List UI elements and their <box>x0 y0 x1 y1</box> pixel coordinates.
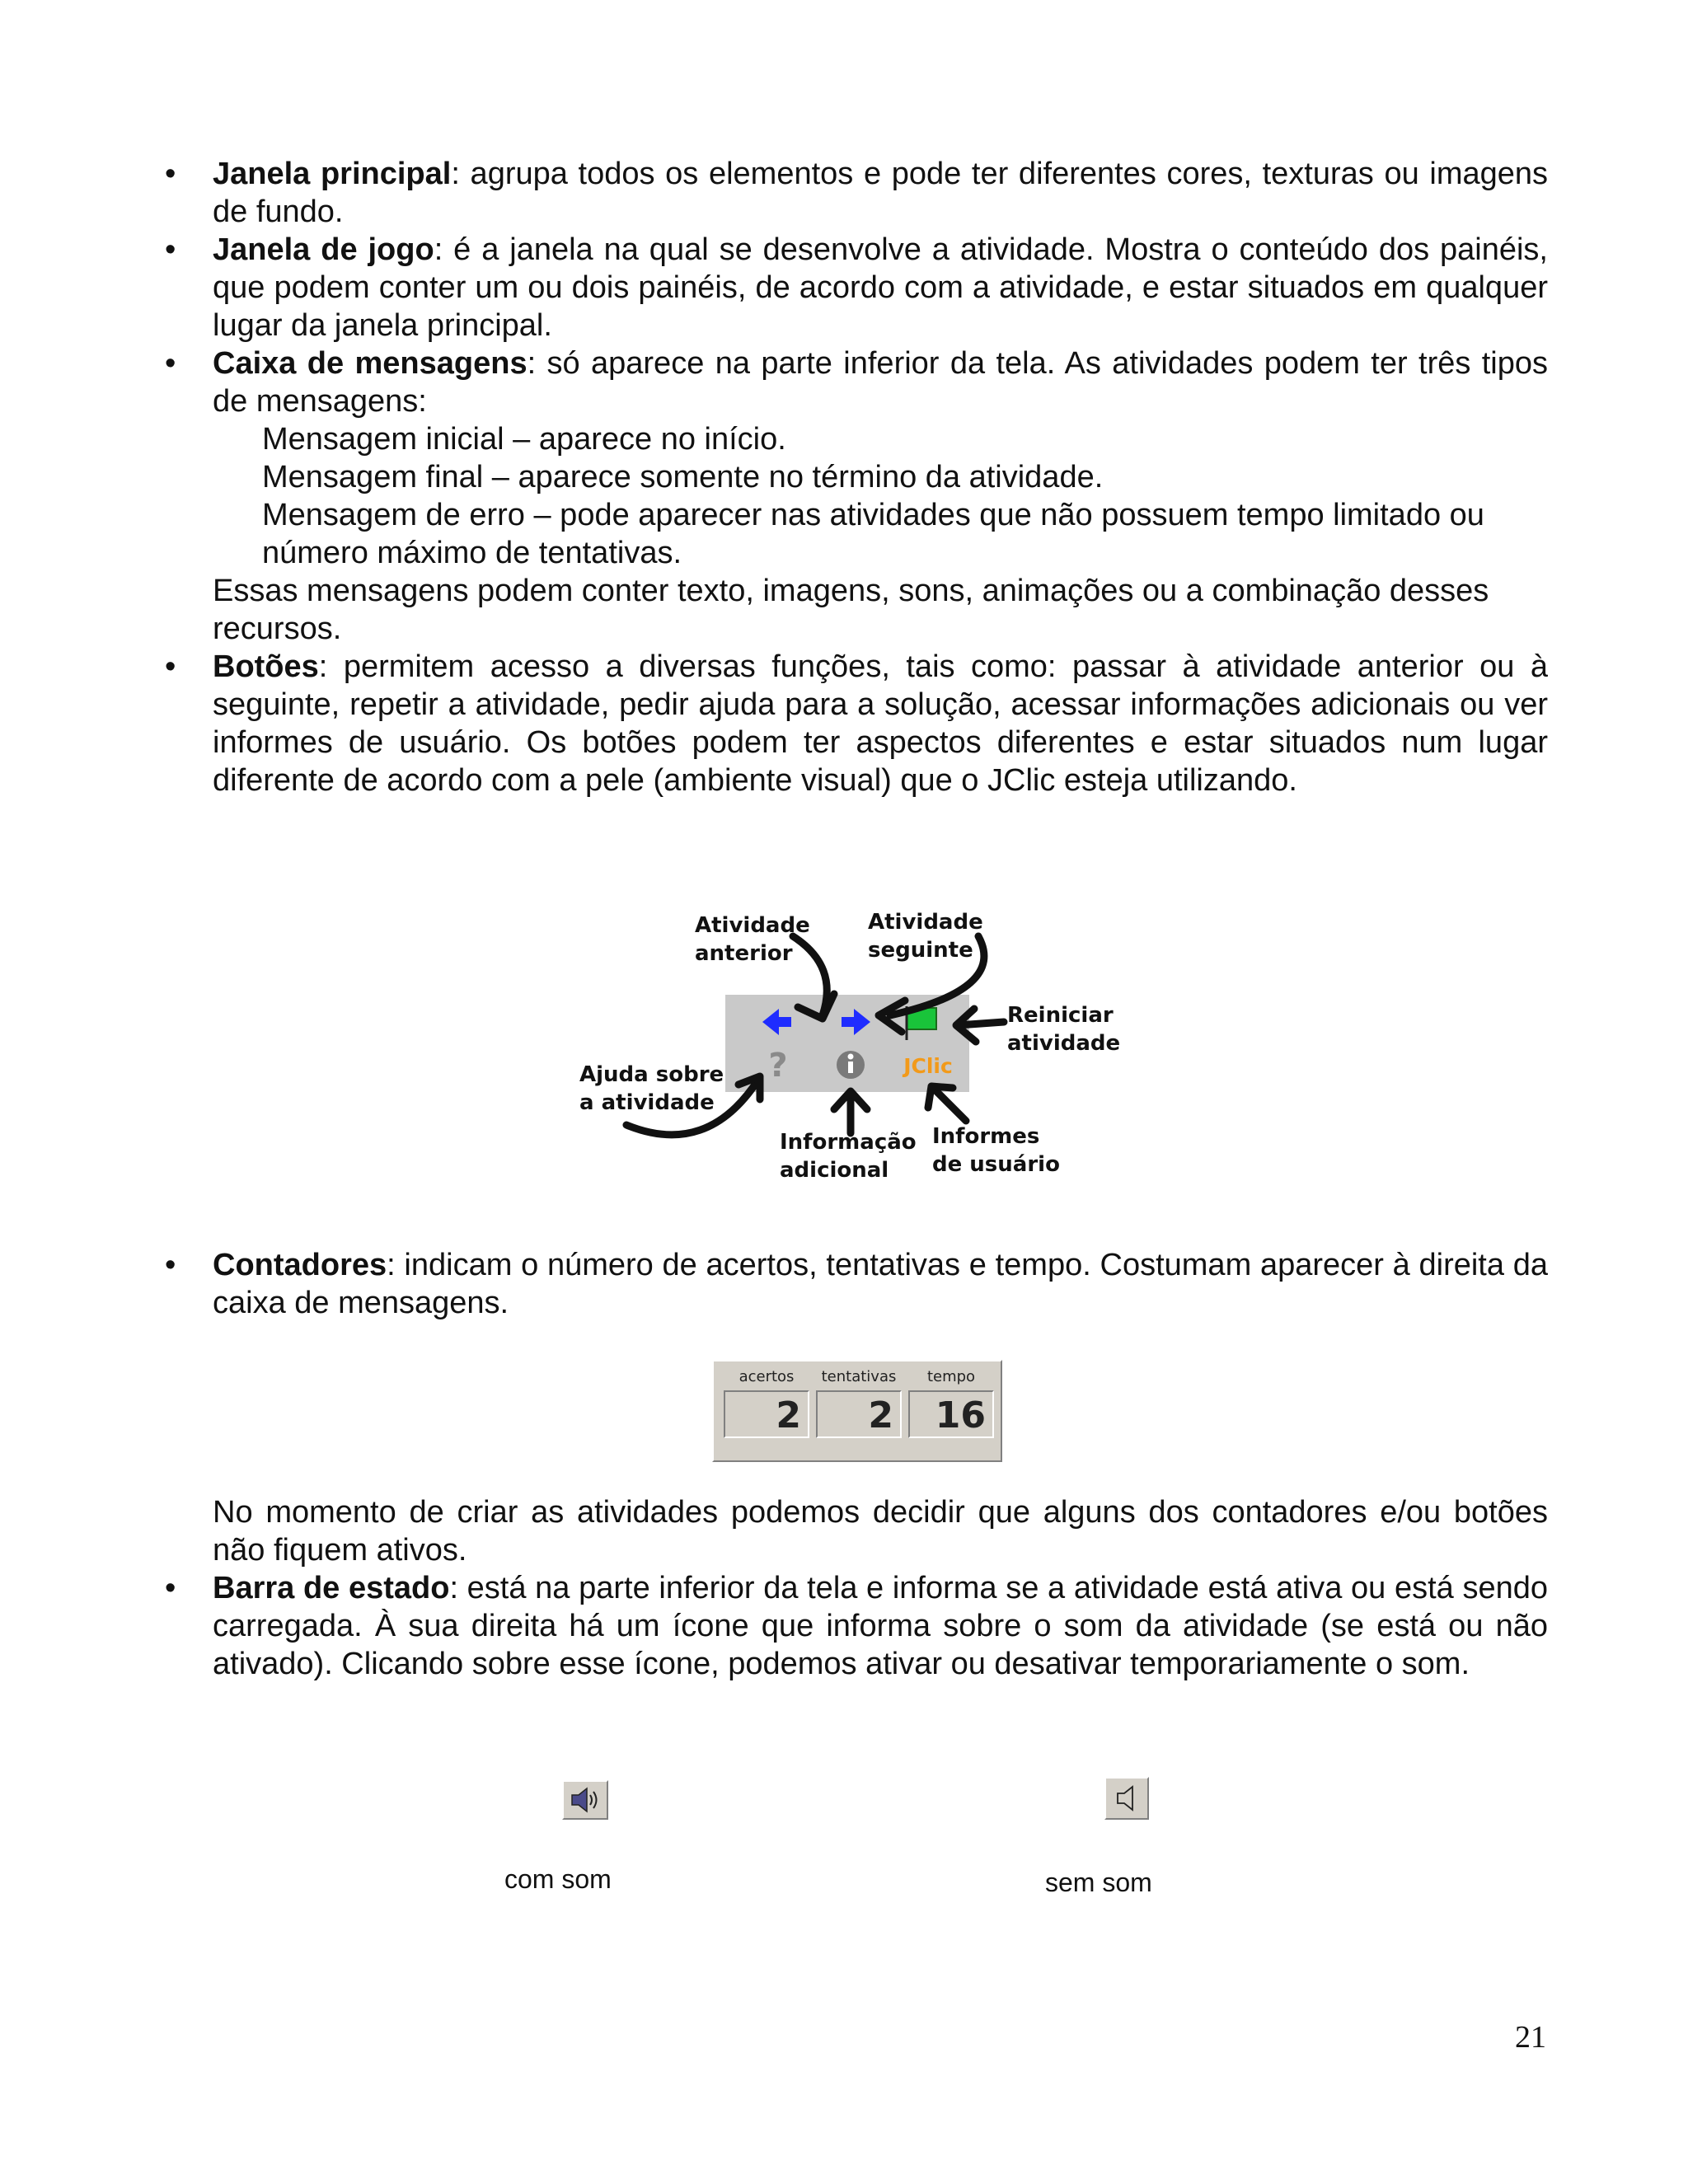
message-error: Mensagem de erro – pode aparecer nas atividades que não possuem tempo limitado ou número máximo de tentativas. <box>262 498 1484 570</box>
bullet-janela-de-jogo: • Janela de jogo: é a janela na qual se desenvolve a atividade. Mostra o conteúdo dos painéis, que podem conter um ou dois painéis, de acordo com a atividade, e estar situados em qualquer lugar da janela principal. <box>165 232 1548 343</box>
arrow-informes <box>933 1088 966 1121</box>
messages-note: Essas mensagens podem conter texto, imagens, sons, animações ou a combinação desses recursos. <box>213 574 1489 646</box>
bullet-botoes: • Botões: permitem acesso a diversas funções, tais como: passar à atividade anterior ou à seguinte, repetir a atividade, pedir ajuda para a solução, acessar informações adicionais ou ver informes de usuário. Os botões podem ter aspectos diferentes e estar situados num lugar diferente de acordo com a pele (ambiente visual) que o JClic esteja utilizando. <box>165 649 1548 798</box>
svg-text:JClic: JClic <box>903 1054 953 1078</box>
label-informacao-adicional: Informação adicional <box>780 1130 917 1183</box>
message-final: Mensagem final – aparece somente no término da atividade. <box>262 460 1104 494</box>
help-question-icon[interactable] <box>768 1047 787 1085</box>
label-ajuda-sobre-atividade: Ajuda sobre a atividade <box>579 1062 724 1115</box>
caption-sem-som: sem som <box>1045 1868 1152 1897</box>
label-reiniciar-atividade: Reiniciar atividade <box>1007 1003 1121 1056</box>
sound-off-button[interactable] <box>1104 1777 1149 1820</box>
speaker-off-icon <box>1106 1779 1147 1818</box>
jclic-logo-icon[interactable] <box>902 1054 953 1078</box>
counters-widget <box>712 1360 1002 1462</box>
counter-tempo: tempo 16 <box>908 1368 994 1438</box>
sound-on-button[interactable] <box>562 1780 608 1820</box>
counters-note: No momento de criar as atividades podemos decidir que alguns dos contadores e/ou botões não fiquem ativos. <box>213 1495 1548 1568</box>
bullet-contadores: • Contadores: indicam o número de acertos, tentativas e tempo. Costumam aparecer à direita da caixa de mensagens. <box>165 1248 1548 1320</box>
bullet-caixa-de-mensagens: • Caixa de mensagens: só aparece na parte inferior da tela. As atividades podem ter três tipos de mensagens: <box>165 346 1548 419</box>
label-informes-de-usuario: Informes de usuário <box>932 1124 1060 1177</box>
label-atividade-seguinte: Atividade seguinte <box>868 910 983 963</box>
counter-tentativas: tentativas 2 <box>816 1368 902 1438</box>
counter-acertos: acertos 2 <box>724 1368 809 1438</box>
label-atividade-anterior: Atividade anterior <box>695 913 810 966</box>
bullet-barra-de-estado: • Barra de estado: está na parte inferior da tela e informa se a atividade está ativa ou está sendo carregada. À sua direita há um ícone que informa sobre o som da atividade (se está ou não ativado). Clicando sobre esse ícone, podemos ativar ou desativar temporariamente o som. <box>165 1571 1548 1681</box>
speaker-on-icon <box>564 1782 607 1818</box>
info-icon[interactable] <box>837 1051 865 1079</box>
text-block-bottom <box>165 1493 1548 1683</box>
caption-com-som: com som <box>504 1864 612 1894</box>
message-initial: Mensagem inicial – aparece no início. <box>262 422 786 457</box>
page-number: 21 <box>1515 2020 1546 2055</box>
svg-text:?: ? <box>768 1047 788 1085</box>
bullet-janela-principal: • Janela principal: agrupa todos os elementos e pode ter diferentes cores, texturas ou imagens de fundo. <box>165 157 1549 229</box>
